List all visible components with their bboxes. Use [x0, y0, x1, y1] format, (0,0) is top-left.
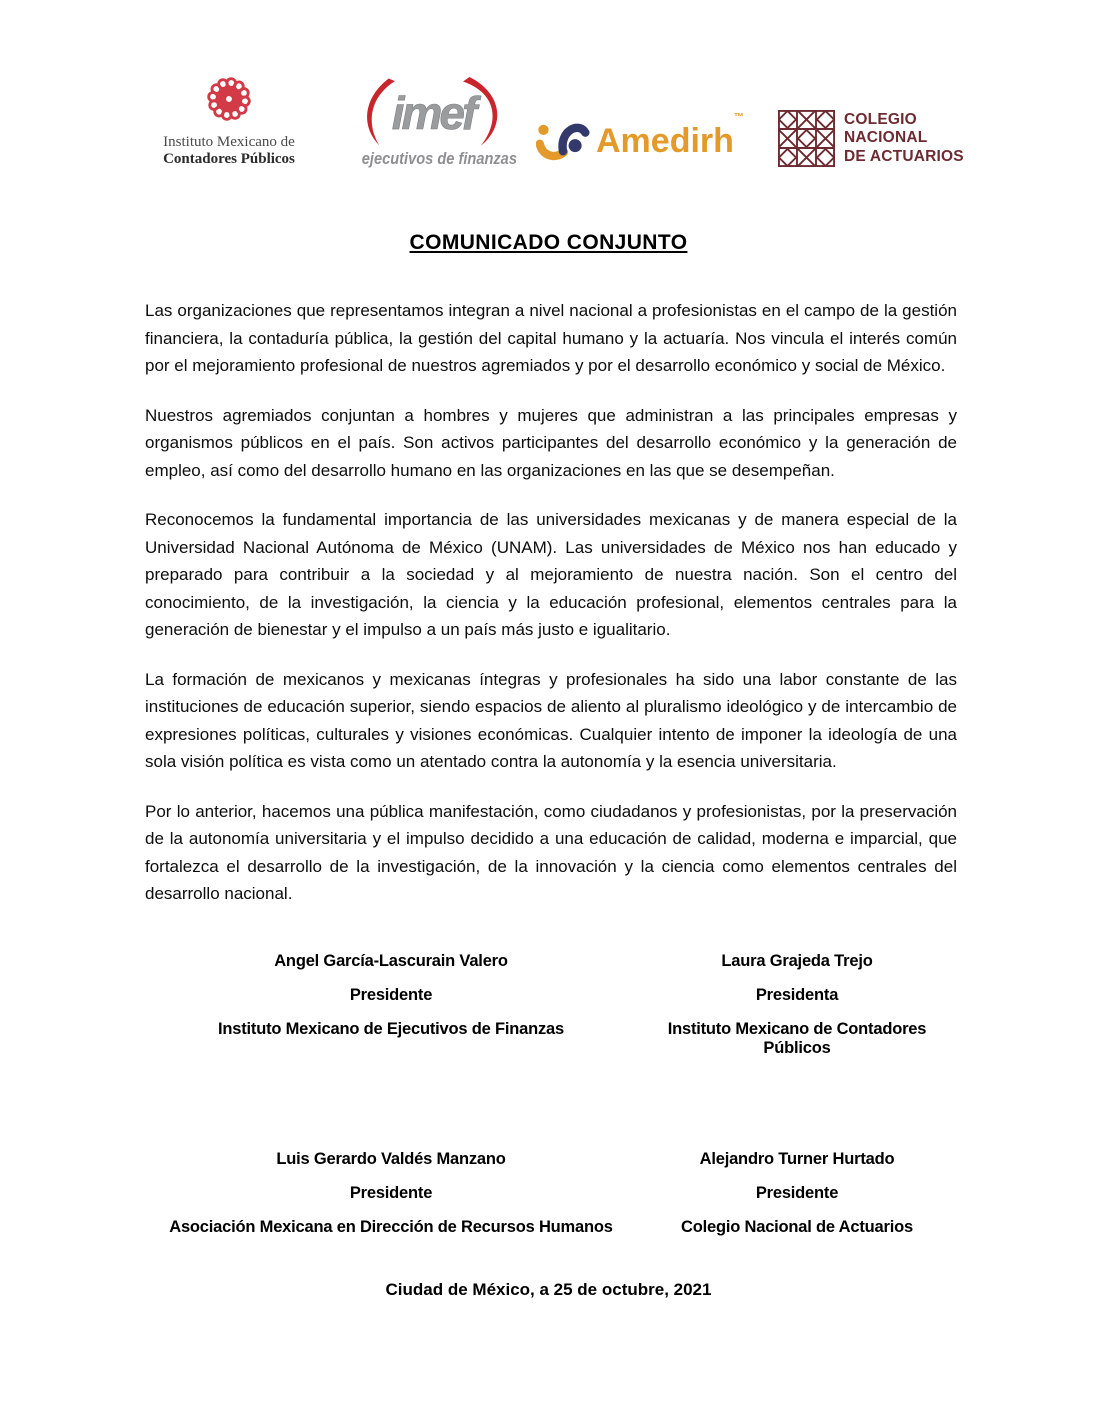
signer-name: Laura Grajeda Trejo: [721, 952, 873, 970]
amedirh-mark-icon: [536, 116, 590, 166]
paragraph-2: Nuestros agremiados conjuntan a hombres y mujeres que administran a las principales empresas y organismos públicos en el país. Son activos participantes del desarrollo económico y la generación de empleo, así como del desarrollo humano en las organizaciones en las que se desempeñan.: [145, 405, 957, 480]
signature-block-cna: [637, 1150, 957, 1237]
signer-title: Presidente: [755, 1184, 839, 1202]
signature-row-1: [145, 952, 957, 1058]
cna-logo-text: [844, 111, 964, 167]
signer-name: Luis Gerardo Valdés Manzano: [276, 1150, 506, 1168]
signer-title: Presidente: [349, 1184, 433, 1202]
signer-name: Alejandro Turner Hurtado: [699, 1150, 895, 1168]
signature-row-2: [145, 1150, 957, 1237]
page-title: COMUNICADO CONJUNTO: [409, 231, 688, 254]
amedirh-trademark: ™: [733, 112, 744, 123]
signer-title: Presidenta: [755, 986, 839, 1004]
logo-header: [145, 68, 964, 188]
amedirh-logo: [536, 112, 744, 166]
signer-organization: Colegio Nacional de Actuarios: [681, 1218, 913, 1236]
paragraph-5: Por lo anterior, hacemos una pública manifestación, como ciudadanos y profesionistas, por la preservación de la autonomía universitaria y el impulso decidido a una educación de calidad, moderna e imparcial, que fortalezca el desarrollo de la investigación, de la innovación y la ciencia como elementos centrales del desarrollo nacional.: [145, 801, 957, 903]
document-body: [145, 297, 957, 930]
signature-block-imef: [145, 952, 637, 1058]
cna-name-line1: COLEGIO: [844, 110, 917, 128]
cna-name-line3: DE ACTUARIOS: [844, 147, 964, 165]
signer-organization: Instituto Mexicano de Ejecutivos de Finanzas: [217, 1020, 565, 1038]
signature-block-imcp: [637, 952, 957, 1058]
signer-organization: Instituto Mexicano de Contadores Públicos: [667, 1020, 927, 1057]
cna-name-line2: NACIONAL: [844, 129, 928, 147]
paragraph-3: Reconocemos la fundamental importancia de las universidades mexicanas y de manera especial de la Universidad Nacional Autónoma de México (UNAM). Las universidades de México nos han educado y preparado para contribuir a la sociedad y al mejoramiento de nuestra nación. Son el centro del conocimiento, de la investigación, la ciencia y la educación profesional, elementos centrales para la generación de bienestar y el impulso a un país más justo e igualitario.: [145, 510, 957, 639]
signature-block-amedirh: [145, 1150, 637, 1237]
imcp-logo-text: [145, 134, 313, 168]
imcp-logo: [145, 68, 313, 168]
signer-name: Angel García-Lascurain Valero: [274, 952, 508, 970]
date-line: Ciudad de México, a 25 de octubre, 2021: [385, 1280, 712, 1299]
signer-organization: Asociación Mexicana en Dirección de Recursos Humanos: [169, 1218, 613, 1236]
imcp-name-line2: Contadores Públicos: [163, 151, 295, 167]
signer-title: Presidente: [349, 986, 433, 1004]
imef-wordmark-icon: [353, 76, 515, 148]
amedirh-wordmark: [596, 112, 744, 160]
cna-logo: [778, 110, 964, 167]
signature-section: [145, 952, 957, 1237]
cna-lattice-icon: [778, 110, 835, 167]
imef-tagline: ejecutivos de finanzas: [361, 149, 517, 168]
imcp-name-line1: Instituto Mexicano de: [163, 134, 295, 150]
imcp-starburst-icon: [198, 68, 260, 130]
amedirh-name-text: Amedirh: [596, 122, 734, 160]
paragraph-1: Las organizaciones que representamos integran a nivel nacional a profesionistas en el campo de la gestión financiera, la contaduría pública, la gestión del capital humano y la actuaría. Nos vincula el interés común por el mejoramiento profesional de nuestros agremiados y por el desarrollo económico y social de México.: [145, 301, 957, 375]
imef-wordmark-text: imef: [391, 87, 475, 139]
paragraph-4: La formación de mexicanos y mexicanas íntegras y profesionales ha sido una labor constante de las instituciones de educación superior, siendo espacios de aliento al pluralismo ideológico y de intercambio de expresiones políticas, culturales y visiones económicas. Cualquier intento de imponer la ideología de una sola visión política es vista como un atentado contra la autonomía y la esencia universitaria.: [145, 669, 957, 771]
imef-logo: [350, 76, 518, 169]
